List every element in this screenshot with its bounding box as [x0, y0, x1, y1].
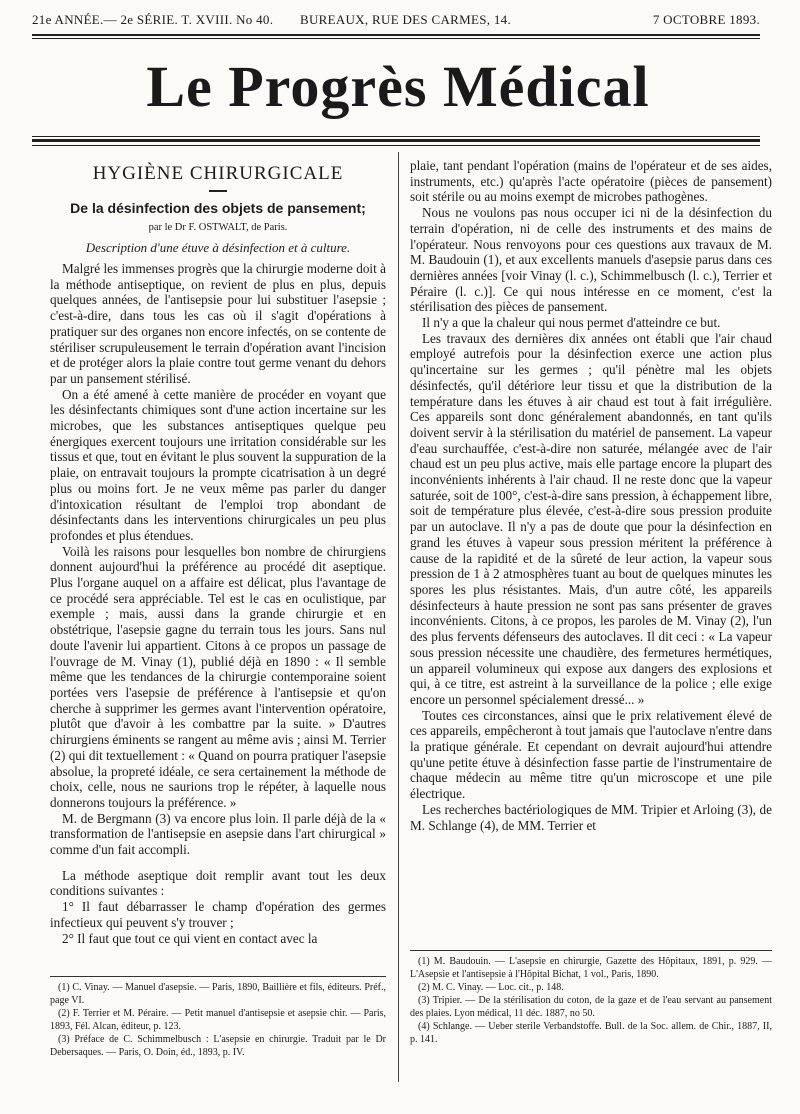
footnote: (2) F. Terrier et M. Péraire. — Petit manuel d'antisepsie et asepsie chir. — Paris, 1893, Fél. Alcan, éditeur, p. 123. — [50, 1008, 386, 1032]
article-byline: par le Dr F. OSTWALT, de Paris. — [148, 222, 288, 233]
left-column — [50, 156, 386, 946]
paragraph: 2° Il faut que tout ce qui vient en contact avec la — [62, 930, 318, 946]
header-rule-thin — [32, 38, 760, 39]
header-rule — [32, 34, 760, 36]
column-divider — [398, 152, 399, 1082]
paragraph: plaie, tant pendant l'opération (mains de l'opérateur et de ses aides, instruments, etc.) qu'après l'acte opératoire (pièces de pansement) soit stérile ou au moins exempt de microbes pathogènes. — [410, 158, 772, 205]
masthead-title: Le Progrès Médical — [146, 54, 650, 119]
paragraph: M. de Bergmann (3) va encore plus loin. Il parle déjà de la « transformation de l'antisepsie en asepsie dans l'art chirurgical » comme d'un fait accompli. — [50, 810, 386, 858]
paragraph: La méthode aseptique doit remplir avant tout les deux conditions suivantes : — [50, 867, 386, 899]
paragraph: Les travaux des dernières dix années ont établi que l'air chaud employé autrefois pour la désinfection exerce une action plus qu'incertaine sur les germes ; qu'il pénètre mal les objets désinfectés, qu'il détériore leur tissu et que la distribution de la température dans les étuves à air chaud est tout à fait irrégulière. Ces appareils sont donc généralement abandonnés, en tant qu'ils doivent servir à la stérilisation du matériel de pansement. La vapeur d'eau surchauffée, c'est-à-dire non saturée, mélangée avec de l'air chaud est un peu plus active, mais elle partage encore la plupart des inconvénients inhérents à l'air chaud. Il ne reste donc que la vapeur saturée, soit de 100°, c'est-à-dire sans pression, à échappement libre, soit de température plus élevée, c'est-à-dire sous pression produite par un autoclave. Il n'y a pas de doute que pour la désinfection en grand les étuves à vapeur sous pression méritent la préférence à cause de la rapidité et de la sûreté de leur action, la vapeur sous pression de 1 à 2 atmosphères tuant au bout de quelques minutes les spores les plus résistantes. Mais, d'un autre côté, les appareils désinfecteurs à haute pression ne sont pas sans présenter de graves inconvénients. Citons, à ce propos, les paroles de M. Vinay (2), l'un des plus fervents défenseurs des autoclaves. Il dit ceci : « La vapeur sous pression nécessite une chaudière, des fermetures hermétiques, un appareil volumineux qui expose aux dangers des explosions et qui, à ce titre, est astreint à la surveillance de la police ; elle exige encore un personnel spécialement dressé... » — [410, 330, 772, 707]
right-body — [410, 158, 772, 833]
article-subtitle: Description d'une étuve à désinfection et à culture. — [85, 240, 351, 255]
footnote-rule — [50, 976, 386, 977]
footnote: (3) Préface de C. Schimmelbusch : L'asepsie en chirurgie. Traduit par le Dr Debersaques. — Paris, O. Doin, éd., 1893, p. IV. — [50, 1034, 386, 1058]
paragraph: Il n'y a que la chaleur qui nous permet d'atteindre ce but. — [422, 315, 721, 331]
masthead-rule-thick — [32, 139, 760, 142]
masthead-rule-bottom — [32, 145, 760, 146]
footnote: (4) Schlange. — Ueber sterile Verbandstoffe. Bull. de la Soc. allem. de Chir., 1887, II, p. 141. — [410, 1021, 772, 1045]
footnote: (1) M. Baudouin. — L'asepsie en chirurgie, Gazette des Hôpitaux, 1891, p. 929. — L'Asepsie et l'antisepsie à l'Hôpital Bichat, 1 vol., Paris, 1890. — [410, 956, 772, 980]
left-footnotes — [50, 976, 386, 1059]
footnote: (2) M. C. Vinay. — Loc. cit., p. 148. — [418, 982, 564, 993]
section-divider — [209, 190, 227, 192]
paragraph: Les recherches bactériologiques de MM. Tripier et Arloing (3), de M. Schlange (4), de MM. Terrier et — [410, 801, 772, 833]
office-address: BUREAUX, RUE DES CARMES, 14. — [300, 12, 512, 27]
issue-date: 7 OCTOBRE 1893. — [652, 12, 760, 27]
paragraph: Nous ne voulons pas nous occuper ici ni de la désinfection du terrain d'opération, ni de celle des instruments et des mains de l'opérateur. Nous renvoyons pour ces questions aux travaux de M. M. Baudouin (1), et aux excellents manuels d'asepsie parus dans ces dernières années [voir Vinay (l. c.), Schimmelbusch (l. c.), Terrier et Péraire (l. c.)]. Ce qui nous intéresse en ce moment, c'est la stérilisation des pièces de pansement. — [410, 205, 772, 315]
section-heading: HYGIÈNE CHIRURGICALE — [92, 163, 344, 184]
masthead-rule-top — [32, 136, 760, 137]
right-footnotes — [410, 950, 772, 1046]
article-title: De la désinfection des objets de pansement; — [70, 200, 366, 216]
issue-header — [32, 12, 760, 34]
left-body — [50, 261, 386, 946]
issue-number: 21e ANNÉE.— 2e SÉRIE. T. XVIII. No 40. — [32, 12, 274, 27]
right-column — [410, 158, 772, 833]
footnote-rule — [410, 950, 772, 951]
paragraph: 1° Il faut débarrasser le champ d'opération des germes infectieux qui peuvent s'y trouver ; — [50, 899, 386, 930]
paragraph: On a été amené à cette manière de procéder en voyant que les désinfectants chimiques sont d'une action incertaine sur les microbes, que les substances antiseptiques quelque peu énergiques exercent toujours une irritation considérable sur les tissus et que, tout en évitant le plus souvent la suppuration de la plaie, on entravait toujours la prompte cicatrisation à un degré plus ou moins fort. Je ne veux même pas parler du danger d'intoxication résultant de l'emploi trop abondant de désinfectants dans les interventions chirurgicales un peu plus profondes et plus étendues. — [50, 386, 386, 543]
footnote: (3) Tripier. — De la stérilisation du coton, de la gaze et de l'eau servant au pansement des plaies. Lyon médical, 11 déc. 1887, no 50. — [410, 995, 772, 1019]
paragraph: Toutes ces circonstances, ainsi que le prix relativement élevé de ces appareils, empêcheront à tout jamais que l'autoclave n'entre dans la pratique générale. Et cependant on devrait aujourd'hui attendre qu'une petite étuve à désinfection fasse partie de l'instrumentaire de chaque médecin au même titre qu'un microscope et une pile électrique. — [410, 707, 772, 802]
paragraph: Voilà les raisons pour lesquelles bon nombre de chirurgiens donnent aujourd'hui la préférence au procédé dit aseptique. Plus l'organe auquel on a affaire est délicat, plus l'avantage de ce procédé sera appréciable. Tel est le cas en oculistique, par exemple ; mais, aussi dans la grande chirurgie et en obstétrique, l'asepsie gagne du terrain tous les jours. Sans nul doute l'avenir lui appartient. Citons à ce propos un passage de l'ouvrage de M. Vinay (1), publié déjà en 1890 : « Il semble même que les tendances de la chirurgie contemporaine soient portées vers l'asepsie de préférence à l'antisepsie et qu'on cherche à supprimer les germes avant l'intervention opératoire, plutôt que d'avoir à les combattre par la suite. » D'autres chirurgiens éminents se rangent au même avis ; ainsi M. Terrier (2) qui dit textuellement : « Quand on pourra pratiquer l'asepsie absolue, la propreté idéale, ce sera certainement la méthode de choix, celle, nous ne saurions trop le répéter, à laquelle nous donnerons toujours la préférence. » — [50, 543, 386, 810]
paragraph: Malgré les immenses progrès que la chirurgie moderne doit à la méthode antiseptique, on revient de plus en plus, depuis quelques années, de l'antisepsie pour lui substituer l'asepsie ; c'est-à-dire, dans tous les cas où il s'agit d'opérations à pratiquer sur des organes non encore infectés, on se contente de stériliser scrupuleusement le terrain d'opération avant l'incision et de protéger alors la plaie contre tout germe venant du dehors par un pansement stérilisé. — [50, 261, 386, 386]
footnote: (1) C. Vinay. — Manuel d'asepsie. — Paris, 1890, Baillière et fils, éditeurs. Préf., page VI. — [50, 982, 386, 1006]
